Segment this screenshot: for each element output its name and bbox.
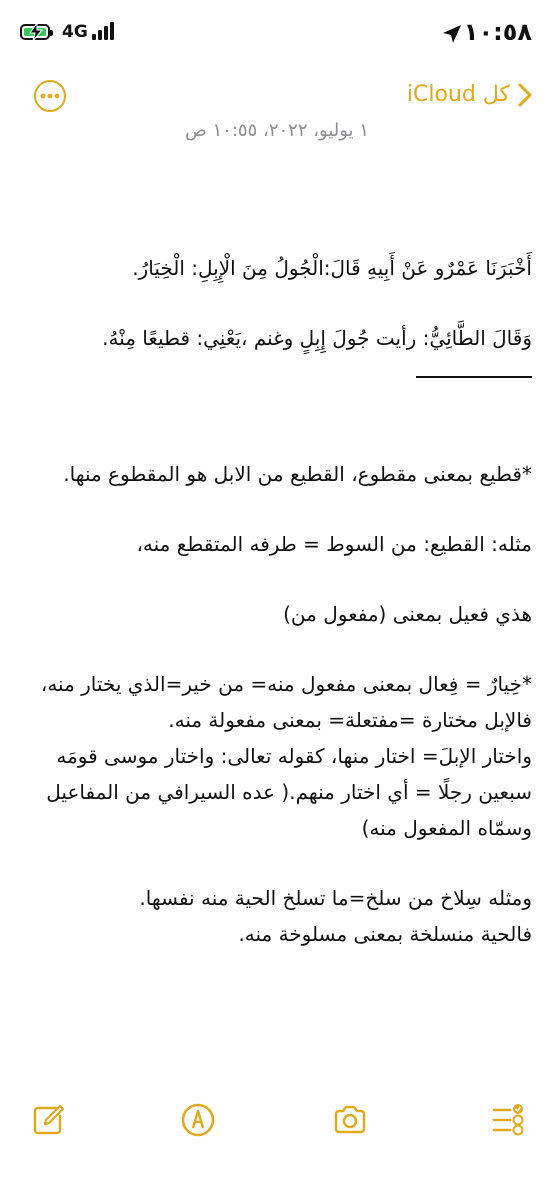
back-label: كل iCloud (406, 82, 510, 107)
new-note-button[interactable] (30, 1102, 66, 1138)
note-paragraph: واختار الإبلَ= اختار منها، كقوله تعالى: واختار موسى قومَه سبعين رجلًا = أي اختار منهم.( عده السيرافي من المفاعيل وسمّاه المفعول منه) (46, 744, 532, 840)
location-arrow-icon (442, 24, 462, 44)
note-paragraph: هذي فعيل بمعنى (مفعول من) (283, 602, 532, 626)
note-paragraph: *خِيارٌ = فِعال بمعنى مفعول منه= من خير=الذي يختار منه، فالإبل مختارة =مفتعلة= بمعنى مفعولة منه. (40, 672, 532, 732)
markup-button[interactable] (180, 1102, 216, 1138)
note-paragraph: فالحية منسلخة بمعنى مسلوخة منه. (238, 922, 532, 946)
camera-icon (332, 1102, 368, 1138)
more-options-button[interactable] (34, 80, 66, 112)
nav-bar (0, 72, 554, 122)
bottom-toolbar (0, 1102, 554, 1142)
note-body[interactable] (32, 250, 532, 986)
markup-icon (180, 1102, 216, 1138)
compose-icon (30, 1102, 66, 1138)
back-button[interactable] (407, 82, 532, 107)
note-paragraph: وَقَالَ الطَّائِيُّ: رأيت جُولَ إِبِلٍ وغنم ،يَعْنِي: قطيعًا مِنْهُ. (102, 326, 532, 350)
signal-icon (92, 22, 114, 40)
note-paragraph: ومثله سِلاخ من سلخ=ما تسلخ الحية منه نفسها. (139, 886, 532, 910)
status-bar (0, 0, 554, 60)
separator-line (416, 376, 532, 378)
clock: ١٠:٥٨ (463, 18, 532, 46)
ellipsis-icon (40, 93, 60, 99)
chevron-right-icon (518, 83, 532, 107)
battery-icon (20, 24, 50, 40)
checklist-icon (490, 1102, 526, 1138)
note-paragraph: *قطيع بمعنى مقطوع، القطيع من الابل هو المقطوع منها. (63, 462, 532, 486)
network-type: 4G (62, 22, 88, 42)
note-date: ١ يوليو، ٢٠٢٢، ١٠:٥٥ ص (185, 120, 369, 141)
note-paragraph: أَخْبَرَنَا عَمْرٌو عَنْ أَبِيهِ قَالَ:الْجُولُ مِنَ الْإِبِلِ: الْخِيَارُ. (132, 256, 532, 280)
note-paragraph: مثله: القطيع: من السوط = طرفه المتقطع منه، (136, 532, 532, 556)
checklist-button[interactable] (490, 1102, 526, 1138)
camera-button[interactable] (332, 1102, 368, 1138)
